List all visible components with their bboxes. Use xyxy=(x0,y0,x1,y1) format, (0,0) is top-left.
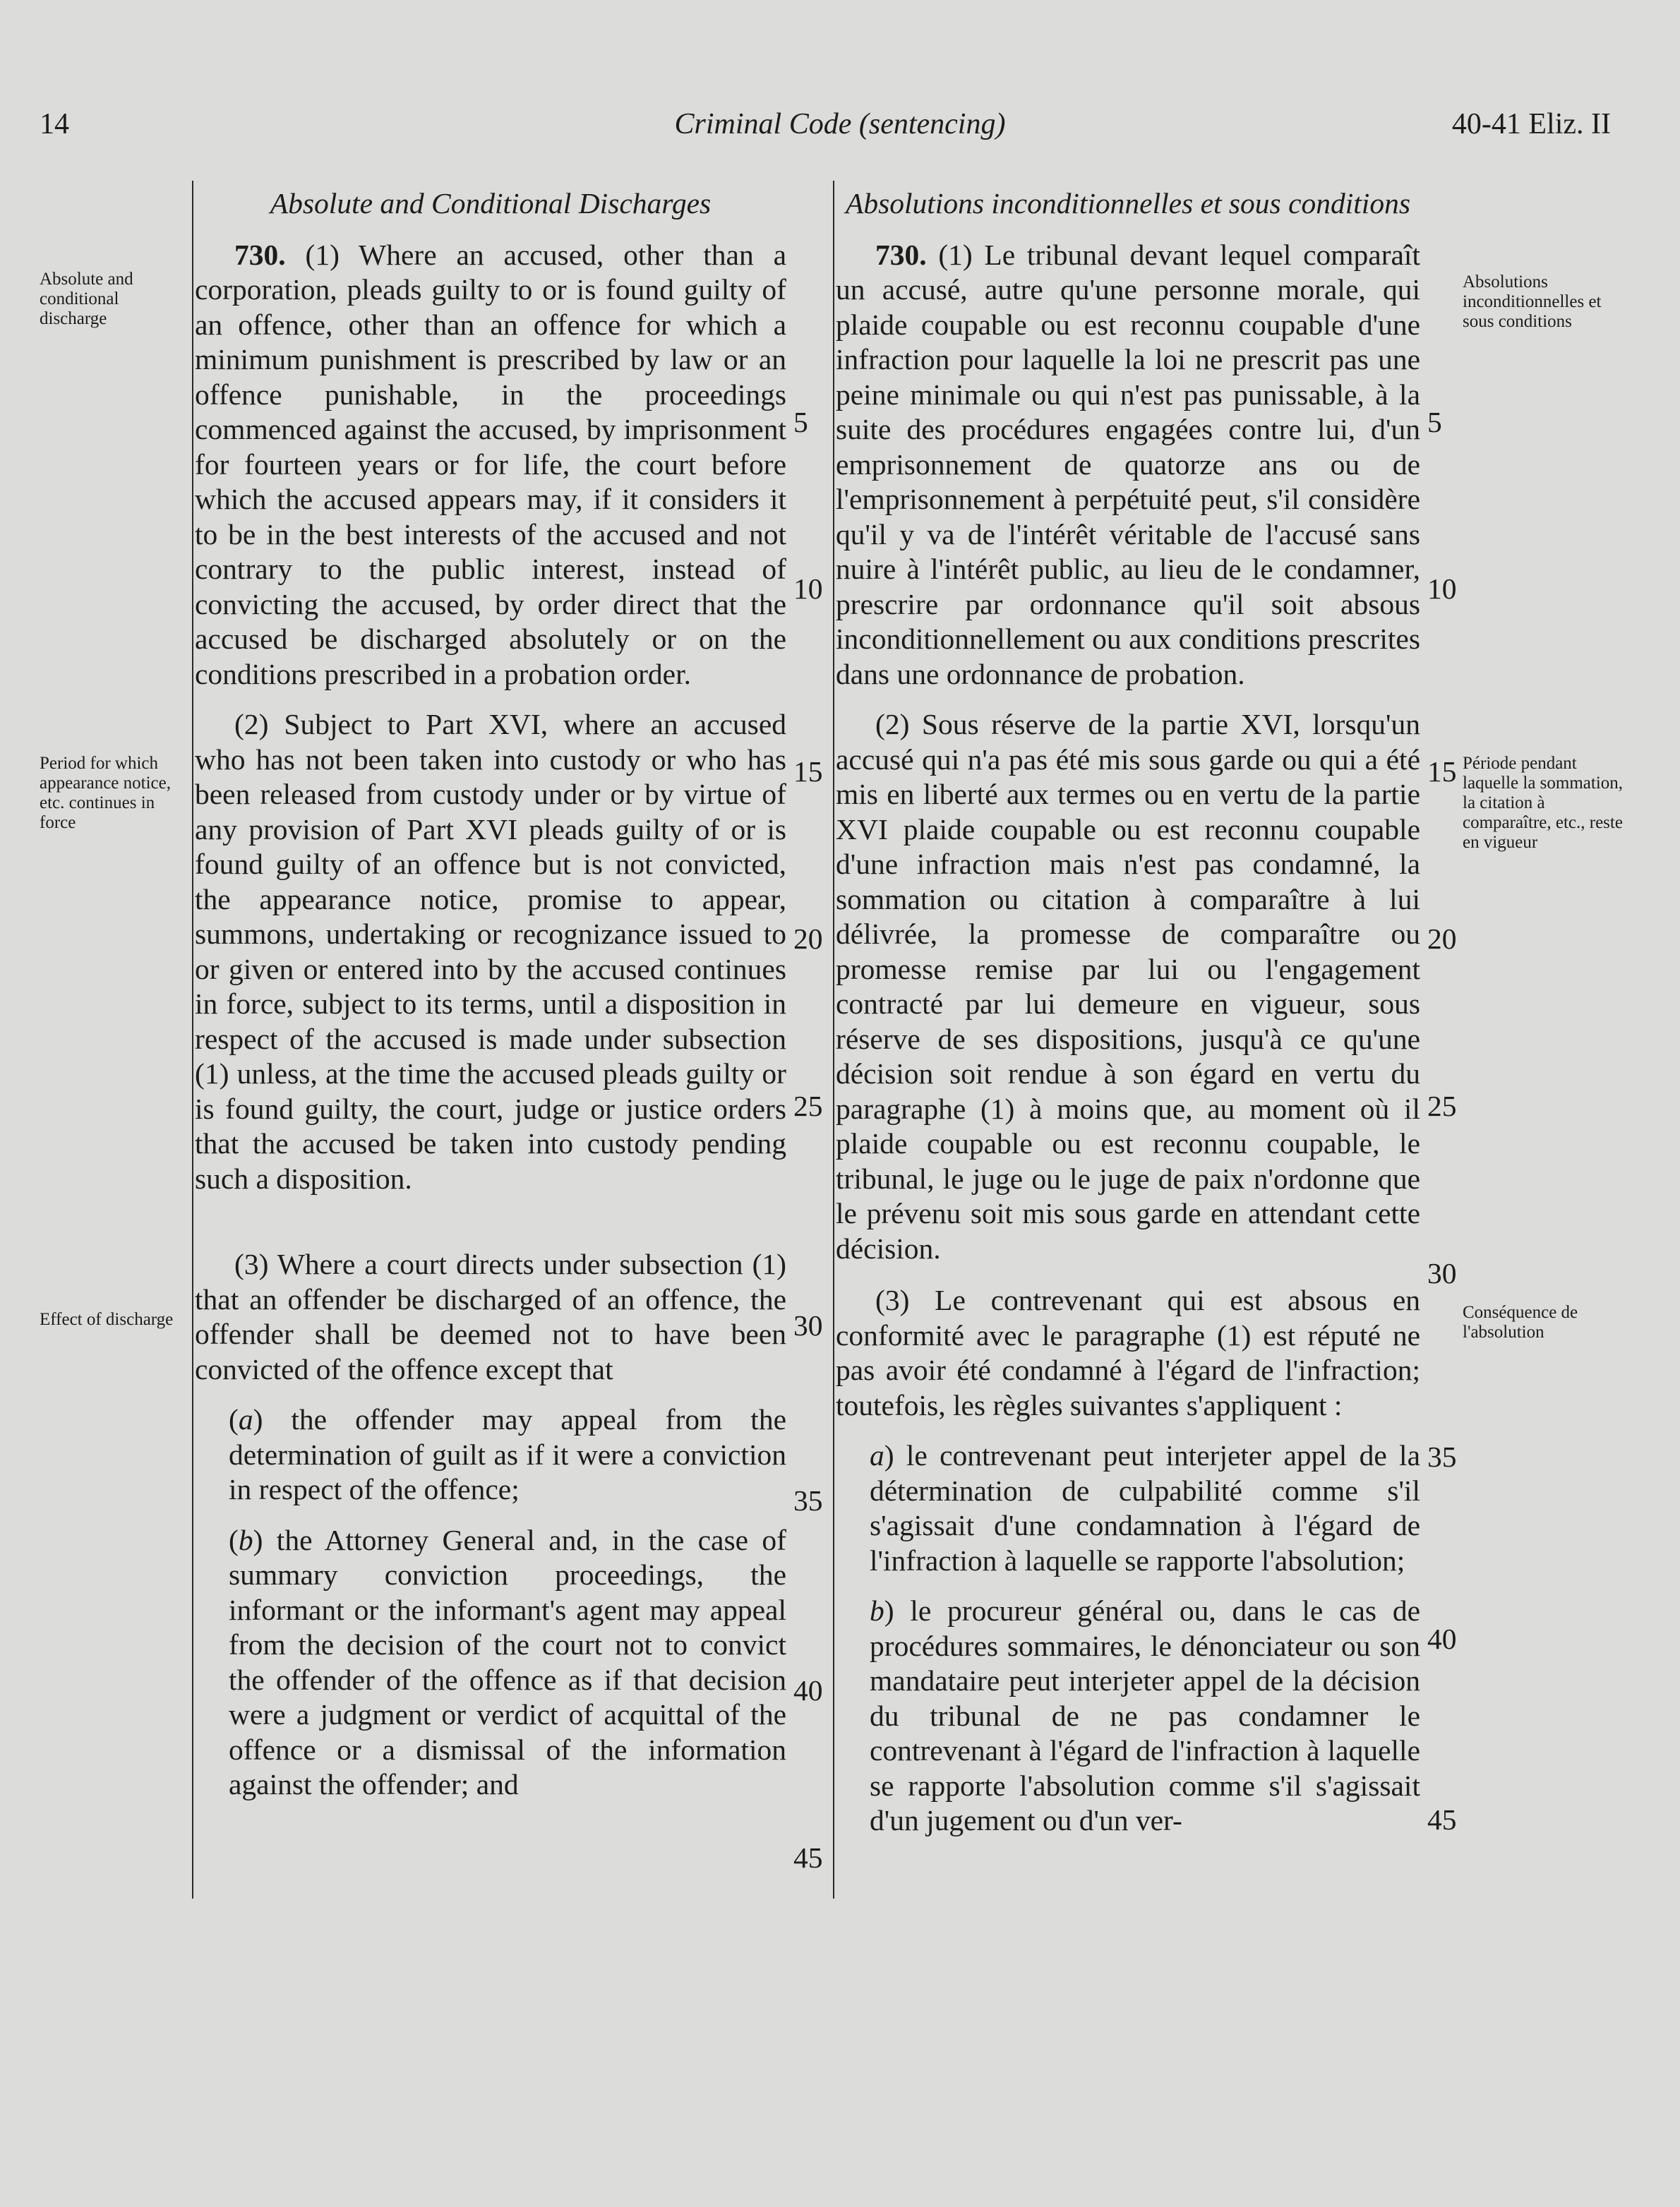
marginal-note-absolutions: Absolutions inconditionnelles et sous conditions xyxy=(1463,272,1602,331)
line-number-fr-10: 10 xyxy=(1427,572,1457,605)
english-subsection-3: (3) Where a court directs under subsection (1) that an offender be discharged of an offence, the offender shall be deemed not to have been convicted of the offence except that xyxy=(195,1248,786,1385)
marginal-note-period-appearance: Period for which appearance notice, etc. continues in force xyxy=(40,754,171,832)
french-column xyxy=(836,186,1420,1839)
french-subsection-1 xyxy=(836,238,1420,692)
line-number-fr-40: 40 xyxy=(1427,1623,1457,1655)
center-column-rule xyxy=(833,181,834,1899)
marginal-note-periode-pendant: Période pendant laquelle la sommation, la citation à comparaître, etc., reste en vigueur xyxy=(1463,754,1624,852)
line-number-fr-35: 35 xyxy=(1427,1441,1457,1473)
marginal-note-consequence: Conséquence de l'absolution xyxy=(1463,1303,1578,1342)
line-number-fr-25: 25 xyxy=(1427,1090,1457,1122)
english-section-number: 730. xyxy=(234,238,286,271)
line-number-fr-5: 5 xyxy=(1427,406,1442,438)
french-subsection-3: (3) Le contrevenant qui est absous en conformité avec le paragraphe (1) est réputé ne pas avoir été condamné à l'égard de l'infraction; toutefois, les règles suivantes s'appliquent : xyxy=(836,1284,1420,1421)
french-paragraph-a-text: le contrevenant peut interjeter appel de la détermination de culpabilité comme s'il s'agissait d'une condamnation à l'égard de l'infraction à laquelle se rapporte l'absolution; xyxy=(870,1439,1420,1577)
french-paragraph-b-text: le procureur général ou, dans le cas de procédures sommaires, le dénonciateur ou son mandataire peut interjeter appel de la décision du tribunal de ne pas condamner le contrevenant à l'égard de l'infraction à laquelle se rapporte l'absolution comme s'il s'agissait d'un jugement ou d'un ver- xyxy=(870,1594,1420,1836)
english-subsection-1 xyxy=(195,238,786,692)
english-subsection-2: (2) Subject to Part XVI, where an accused who has not been taken into custody or who has been released from custody under or by virtue of any provision of Part XVI pleads guilty of or is found guilty of an offence but is not convicted, the appearance notice, promise to appear, summons, undertaking or recognizance issued to or given or entered into by the accused continues in force, subject to its terms, until a disposition in respect of the accused is made under subsection (1) unless, at the time the accused pleads guilty or is found guilty, the court, judge or justice orders that the accused be taken into custody pending such a disposition. xyxy=(195,708,786,1195)
english-paragraph-b-label: b xyxy=(238,1523,253,1556)
english-heading: Absolute and Conditional Discharges xyxy=(270,187,712,220)
line-number-en-25: 25 xyxy=(793,1090,823,1122)
regnal-year: 40-41 Eliz. II xyxy=(1451,108,1611,140)
french-paragraph-a: a) le contrevenant peut interjeter appel de la détermination de culpabilité comme s'il s'agissait d'une condamnation à l'égard de l'infraction à laquelle se rapporte l'absolution; xyxy=(870,1439,1420,1577)
french-heading: Absolutions inconditionnelles et sous conditions xyxy=(846,187,1410,220)
french-section-number: 730. xyxy=(875,238,927,271)
line-number-fr-20: 20 xyxy=(1427,922,1457,955)
english-paragraph-b-text: the Attorney General and, in the case of summary conviction proceedings, the informant or the informant's agent may appeal from the decision of the court not to convict the offender of the offence as if that decision were a judgment or verdict of acquittal of the offence or a dismissal of the information against the offender; and xyxy=(229,1523,787,1800)
left-column-rule xyxy=(192,181,193,1899)
line-number-fr-30: 30 xyxy=(1427,1257,1457,1289)
line-number-en-35: 35 xyxy=(793,1484,823,1517)
line-number-en-30: 30 xyxy=(793,1309,823,1342)
line-number-en-40: 40 xyxy=(793,1674,823,1707)
line-number-fr-45: 45 xyxy=(1427,1803,1457,1836)
line-number-en-15: 15 xyxy=(793,755,823,788)
line-number-en-45: 45 xyxy=(793,1841,823,1874)
french-paragraph-b: b) le procureur général ou, dans le cas de procédures sommaires, le dénonciateur ou son mandataire peut interjeter appel de la décision du tribunal de ne pas condamner le contrevenant à l'égard de l'infraction à laquelle se rapporte l'absolution comme s'il s'agissait d'un jugement ou d'un ver- xyxy=(870,1594,1420,1836)
line-number-en-5: 5 xyxy=(793,406,808,438)
english-paragraph-b: (b) the Attorney General and, in the case of summary conviction proceedings, the informant or the informant's agent may appeal from the decision of the court not to convict the offender of the offence as if that decision were a judgment or verdict of acquittal of the offence or a dismissal of the information against the offender; and xyxy=(229,1523,787,1800)
french-subsection-2: (2) Sous réserve de la partie XVI, lorsqu'un accusé qui n'a pas été mis sous garde ou qui a été mis en liberté aux termes ou en vertu de la partie XVI plaide coupable ou est reconnu coupable d'une infraction mais n'est pas condamné, la sommation ou citation à comparaître à lui délivrée, la promesse de comparaître ou promesse remise par lui ou l'engagement contracté par lui demeure en vigueur, sous réserve de ses dispositions, jusqu'à ce qu'une décision soit rendue à son égard en vertu du paragraphe (1) à moins que, au moment où il plaide coupable ou est reconnu coupable, le tribunal, le juge ou le juge de paix n'ordonne que le prévenu soit mis sous garde en attendant cette décision. xyxy=(836,708,1420,1265)
french-subsection-1-text: (1) Le tribunal devant lequel comparaît un accusé, autre qu'une personne morale, qui plaide coupable ou est reconnu coupable d'une infraction pour laquelle la loi ne prescrit pas une peine minimale ou qui n'est pas punissable, à la suite des procédures engagées contre lui, d'un emprisonnement de quatorze ans ou de l'emprisonnement à perpétuité peut, s'il considère qu'il y va de l'intérêt véritable de l'accusé sans nuire à l'intérêt public, au lieu de le condamner, prescrire par ordonnance qu'il soit absous inconditionnellement ou aux conditions prescrites dans une ordonnance de probation. xyxy=(836,238,1420,690)
english-column xyxy=(195,186,786,1803)
english-paragraph-a: (a) the offender may appeal from the determination of guilt as if it were a conviction in respect of the offence; xyxy=(229,1403,787,1505)
french-paragraph-a-label: a xyxy=(870,1439,884,1472)
line-number-fr-15: 15 xyxy=(1427,755,1457,788)
marginal-note-effect-of-discharge: Effect of discharge xyxy=(40,1310,174,1329)
english-subsection-1-text: (1) Where an accused, other than a corporation, pleads guilty to or is found guilty of an offence, other than an offence for which a minimum punishment is prescribed by law or an offence punishable, in the proceedings commenced against the accused, by imprisonment for fourteen years or for life, the court before which the accused appears may, if it considers it to be in the best interests of the accused and not contrary to the public interest, instead of convicting the accused, by order direct that the accused be discharged absolutely or on the conditions prescribed in a probation order. xyxy=(195,238,787,690)
marginal-note-absolute-discharge: Absolute and conditional discharge xyxy=(40,270,133,328)
line-number-en-10: 10 xyxy=(793,572,823,605)
english-paragraph-a-text: the offender may appeal from the determination of guilt as if it were a conviction in respect of the offence; xyxy=(229,1403,787,1505)
line-number-en-20: 20 xyxy=(793,922,823,955)
page-number: 14 xyxy=(40,108,69,140)
running-title: Criminal Code (sentencing) xyxy=(674,108,1006,140)
french-paragraph-b-label: b xyxy=(870,1594,884,1627)
english-paragraph-a-label: a xyxy=(238,1403,253,1436)
